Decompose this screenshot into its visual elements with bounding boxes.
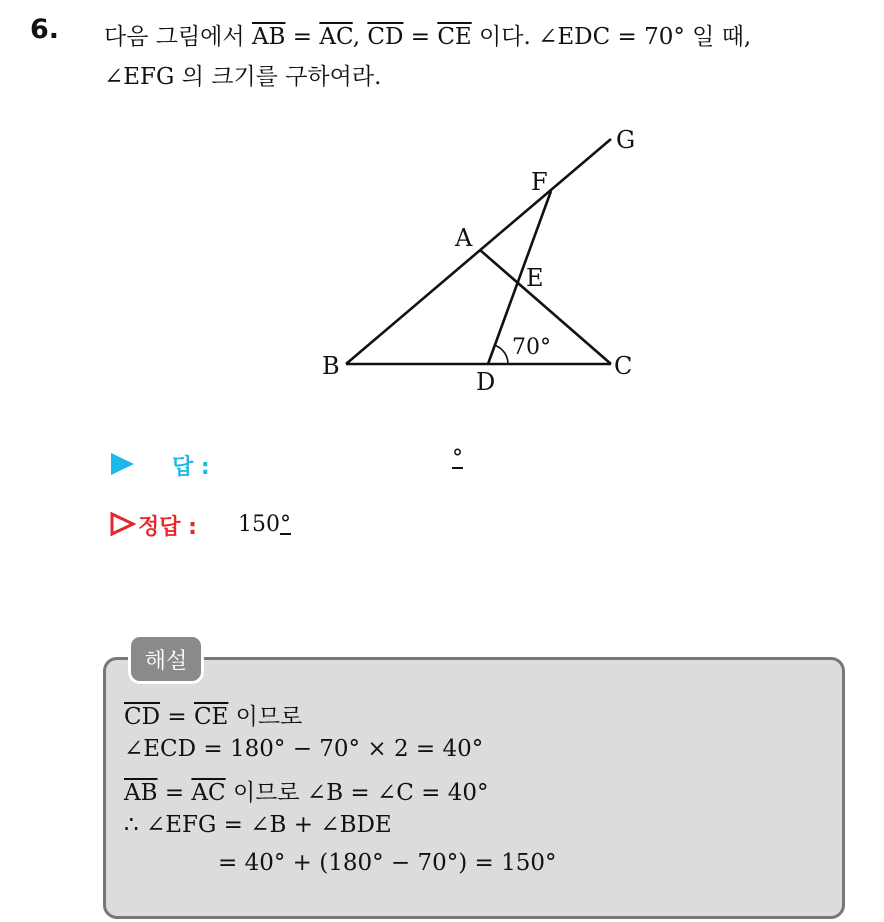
segment-ac: $\overline{AC}$ xyxy=(319,24,353,50)
comma: , xyxy=(352,24,368,50)
geometry-figure xyxy=(300,118,660,408)
segment-ac: $\overline{AC}$ xyxy=(191,780,226,806)
segment-cd: $\overline{CD}$ xyxy=(124,704,161,730)
solution-line-3 xyxy=(124,774,489,807)
label-g: G xyxy=(616,126,636,154)
question-tail: 이다. ∠EDC = 70° 일 때, xyxy=(471,24,752,50)
solution-text: 이므로 xyxy=(228,704,303,730)
equals-sign: = xyxy=(160,704,194,730)
answer-label: 답 : xyxy=(172,455,210,480)
correct-answer-unit: ° xyxy=(280,512,291,537)
segment-ce: $\overline{CE}$ xyxy=(437,24,472,50)
label-c: C xyxy=(614,352,633,380)
question-line-1 xyxy=(104,18,751,51)
solution-line-1 xyxy=(124,698,302,731)
solution-tab: 해설 xyxy=(128,634,204,684)
play-triangle-icon xyxy=(108,450,136,478)
segment-ce: $\overline{CE}$ xyxy=(193,704,229,730)
equals-sign: = xyxy=(285,24,320,50)
answer-row xyxy=(108,446,463,480)
label-a: A xyxy=(455,224,473,252)
question-lead: 다음 그림에서 xyxy=(104,24,252,50)
label-f: F xyxy=(531,168,548,196)
answer-unit: ° xyxy=(452,446,463,471)
answer-blank[interactable] xyxy=(452,446,463,471)
label-d: D xyxy=(476,368,496,396)
equals-sign: = xyxy=(157,780,192,806)
solution-line-4: ∴ ∠EFG = ∠B + ∠BDE xyxy=(124,812,392,838)
label-b: B xyxy=(322,352,340,380)
correct-answer-label: 정답 : xyxy=(138,515,197,540)
label-e: E xyxy=(526,264,544,292)
question-line-2: ∠EFG 의 크기를 구하여라. xyxy=(104,64,382,90)
solution-line-2: ∠ECD = 180° − 70° × 2 = 40° xyxy=(124,736,484,762)
solution-line-5: = 40° + (180° − 70°) = 150° xyxy=(218,850,557,876)
segment-ab: $\overline{AB}$ xyxy=(251,24,286,50)
solution-text: 이므로 ∠B = ∠C = 40° xyxy=(225,780,489,806)
correct-answer-row xyxy=(108,510,291,540)
outline-triangle-icon xyxy=(108,510,136,538)
correct-answer-value xyxy=(238,512,291,537)
segment-ab: $\overline{AB}$ xyxy=(124,780,158,806)
correct-answer-number: 150 xyxy=(238,512,280,537)
angle-label: 70° xyxy=(512,335,551,360)
segment-cd: $\overline{CD}$ xyxy=(367,24,404,50)
question-number: 6. xyxy=(30,14,60,45)
equals-sign: = xyxy=(403,24,438,50)
angle-arc xyxy=(495,345,508,364)
